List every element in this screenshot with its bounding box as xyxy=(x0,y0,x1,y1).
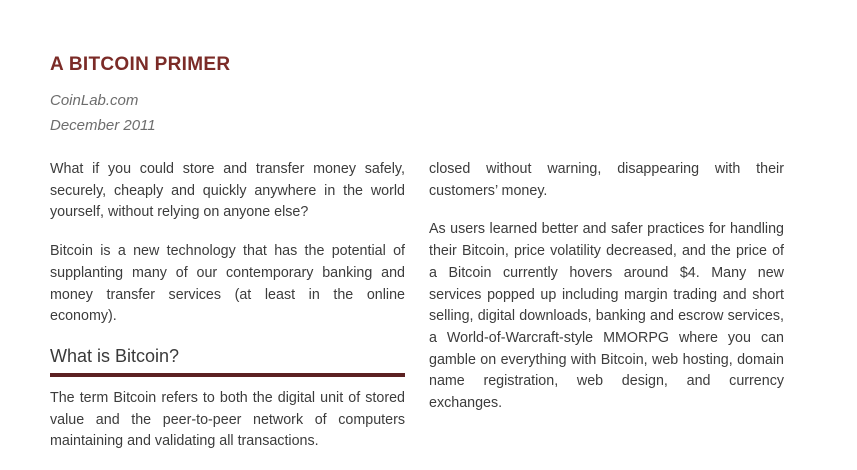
paragraph: What if you could store and transfer money safely, securely, cheaply and quickly anywhere in the world yourself, without relying on anyone else? xyxy=(50,161,405,221)
page-title: A BITCOIN PRIMER xyxy=(50,54,231,75)
date-line: December 2011 xyxy=(50,116,156,134)
right-column xyxy=(429,159,784,432)
document-byline xyxy=(50,89,857,138)
source-line: CoinLab.com xyxy=(50,92,139,109)
paragraph: closed without warning, disappearing with their customers’ money. xyxy=(429,161,784,199)
paragraph: As users learned better and safer practices for handling their Bitcoin, price volatility decreased, and the price of a Bitcoin currently hovers around $4. Many new services popped up including margin trading and short selling, digital downloads, banking and escrow services, a World-of-Warcraft-style MMORPG where you can gamble on everything with Bitcoin, web hosting, domain name registration, web design, and currency exchanges. xyxy=(429,221,784,412)
section-heading: What is Bitcoin? xyxy=(50,345,180,366)
paragraph: Bitcoin is a new technology that has the potential of supplanting many of our contemporary banking and money transfer services (at least in the online economy). xyxy=(50,243,405,325)
document-header xyxy=(50,55,857,138)
section-divider-rule xyxy=(50,373,405,377)
paragraph: The term Bitcoin refers to both the digital unit of stored value and the peer-to-peer network of computers maintaining and validating all transactions. xyxy=(50,389,405,450)
left-column xyxy=(50,159,405,470)
two-column-body xyxy=(50,159,784,470)
